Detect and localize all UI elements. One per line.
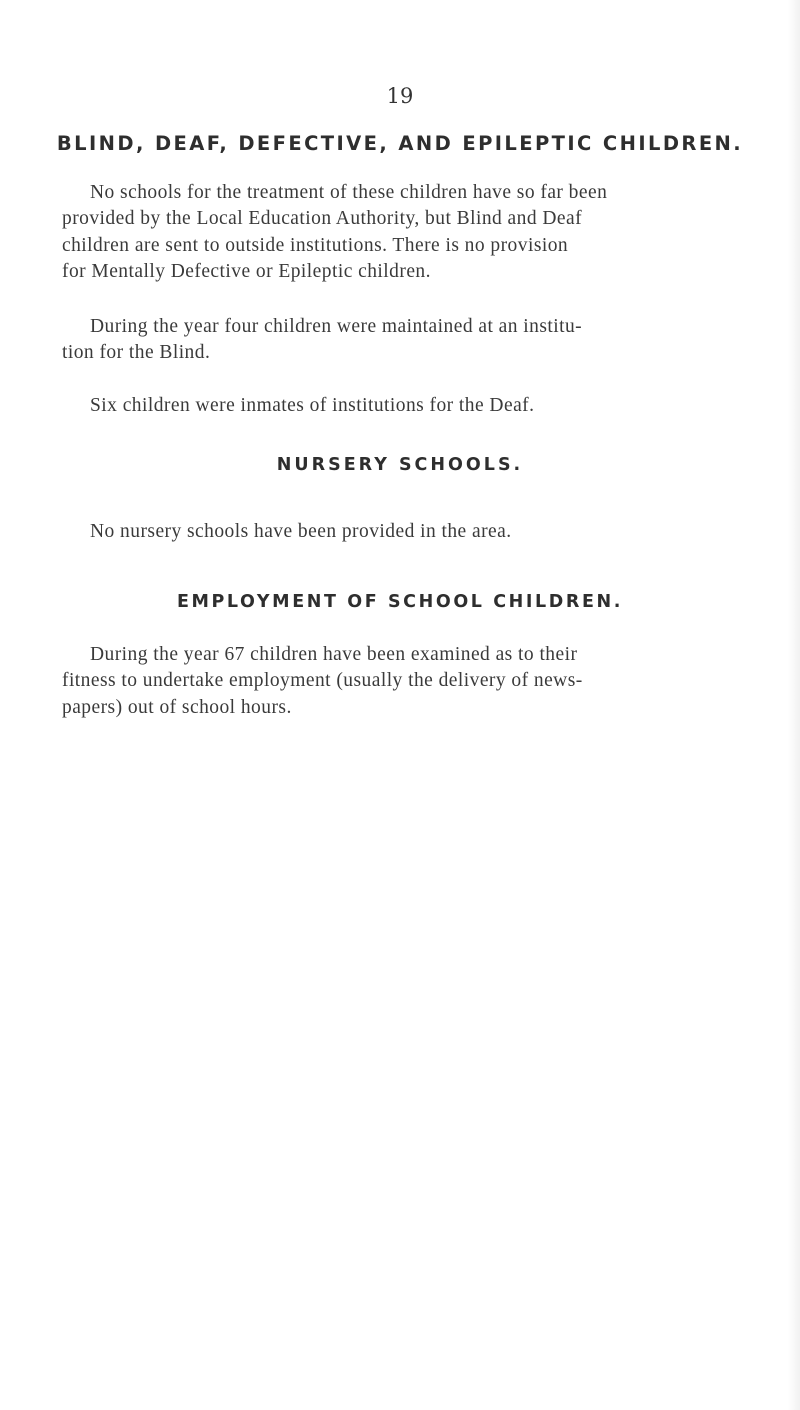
section-heading-employment: EMPLOYMENT OF SCHOOL CHILDREN. [176, 592, 624, 612]
text-line: No nursery schools have been provided in the area. [90, 521, 512, 542]
paragraph-no-schools [62, 180, 744, 285]
text-line: No schools for the treatment of these children have so far been [90, 182, 608, 203]
text-line: During the year 67 children have been examined as to their [90, 644, 578, 665]
text-line: Six children were inmates of institutions for the Deaf. [90, 395, 535, 416]
section-heading-nursery: NURSERY SCHOOLS. [276, 455, 524, 475]
text-line: children are sent to outside institutions. There is no provision [62, 234, 569, 256]
text-line: papers) out of school hours. [62, 696, 292, 718]
text-line: fitness to undertake employment (usually the delivery of news- [62, 670, 583, 692]
page-edge-shadow [788, 0, 800, 1410]
paragraph-blind-institution [62, 314, 744, 367]
text-line: for Mentally Defective or Epileptic children. [62, 260, 431, 282]
paragraph-deaf-institution [62, 393, 744, 419]
section-heading-blind-deaf: BLIND, DEAF, DEFECTIVE, AND EPILEPTIC CHILDREN. [56, 132, 744, 155]
text-line: tion for the Blind. [62, 342, 211, 364]
paragraph-employment [62, 642, 744, 721]
text-line: provided by the Local Education Authority, but Blind and Deaf [62, 208, 583, 230]
paragraph-nursery [62, 519, 744, 545]
page-number: 19 [386, 84, 414, 108]
text-line: During the year four children were maintained at an institu- [90, 316, 583, 337]
